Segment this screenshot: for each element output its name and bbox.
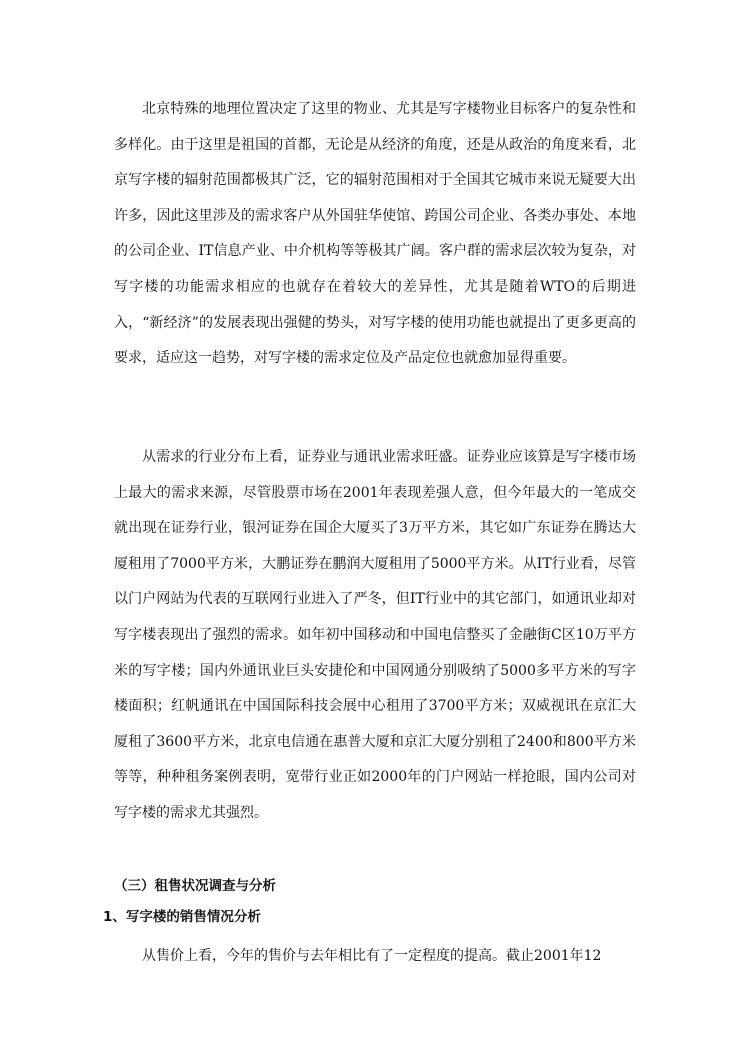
subsection-heading: 1、写字楼的销售情况分析	[103, 909, 261, 925]
paragraph-office-market-complexity: 北京特殊的地理位置决定了这里的物业、尤其是写字楼物业目标客户的复杂性和多样化。由于这里是祖国的首都，无论是从经济的角度，还是从政治的角度来看，北京写字楼的辐射范围都极其广泛，它的辐射范围相对于全国其它城市来说无疑要大出许多，因此这里涉及的需求客户从外国驻华使馆、跨国公司企业、各类办事处、本地的公司企业、IT信息产业、中介机构等等极其广阔。客户群的需求层次较为复杂，对写字楼的功能需求相应的也就存在着较大的差异性，尤其是随着WTO的后期进入，“新经济”的发展表现出强健的势头，对写字楼的使用功能也就提出了更多更高的要求，适应这一趋势，对写字楼的需求定位及产品定位也就愈加显得重要。	[114, 101, 636, 367]
paragraph-industry-demand: 从需求的行业分布上看，证券业与通讯业需求旺盛。证券业应该算是写字楼市场上最大的需求来源，尽管股票市场在2001年表现差强人意，但今年最大的一笔成交就出现在证券行业，银河证券在国企大厦买了3万平方米，其它如广东证券在腾达大厦租用了7000平方米，大鹏证券在鹏润大厦租用了5000平方米。从IT行业看，尽管以门户网站为代表的互联网行业进入了严冬，但IT行业中的其它部门，如通讯业却对写字楼表现出了强烈的需求。如年初中国移动和中国电信整买了金融街C区10万平方米的写字楼；国内外通讯业巨头安捷伦和中国网通分别吸纳了5000多平方米的写字楼面积；红帆通讯在中国国际科技会展中心租用了3700平方米；双威视讯在京汇大厦租了3600平方米，北京电信通在惠普大厦和京汇大厦分别租了2400和800平方米等等，种种租务案例表明，宽带行业正如2000年的门户网站一样抢眼，国内公司对写字楼的需求尤其强烈。	[114, 449, 636, 821]
section-heading: （三）租售状况调查与分析	[114, 878, 276, 894]
paragraph-sales-price: 从售价上看，今年的售价与去年相比有了一定程度的提高。截止2001年12	[142, 948, 602, 964]
